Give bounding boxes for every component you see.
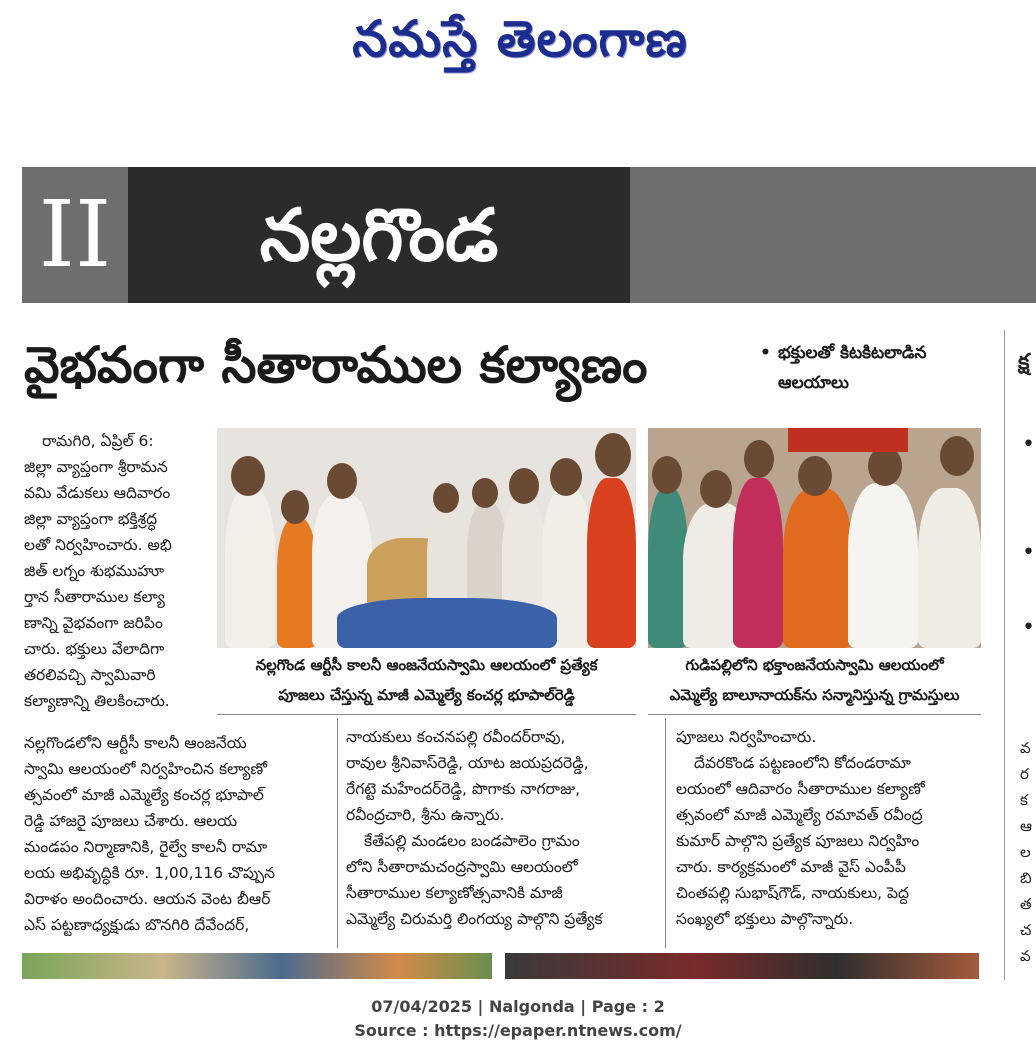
article-column-1: రామగిరి, ఏప్రిల్ 6: జిల్లా వ్యాప్తంగా శ్రీరామన వమి వేడుకలు ఆదివారం జిల్లా వ్యాప్తంగా భక్తిశ్రద్ధ లతో నిర్వహించారు. అభి జిత్ లగ్నం శుభముహూ ర్తాన సీతారాముల కల్యా ణాన్ని వైభవంగా జరిపిం చారు. భక్తులు వేలాదిగా తరలివచ్చి స్వామివారి కల్యాణాన్ని తిలకించారు.	[24, 432, 172, 710]
photo-caption-1: నల్లగొండ ఆర్టీసీ కాలనీ ఆంజనేయస్వామి ఆలయంలో ప్రత్యేక పూజలు చేస్తున్న మాజీ ఎమ్మెల్యే కంచర్ల భూపాల్‌రెడ్డి	[255, 656, 598, 704]
article-headline: వైభవంగా సీతారాముల కల్యాణం	[24, 336, 648, 394]
cropped-photo-strip	[505, 953, 979, 979]
article-column-4: పూజలు నిర్వహించారు. దేవరకొండ పట్టణంలోని కోదండరామా లయంలో ఆదివారం సీతారాముల కల్యాణో త్సవంలో మాజీ ఎమ్మెల్యే రమావత్ రవీంద్ర కుమార్ పాల్గొని ప్రత్యేక పూజలు నిర్వహిం చారు. కార్యక్రమంలో మాజీ వైస్ ఎంపీపీ చింతపల్లి సుభాష్‌గౌడ్, నాయకులు, పెద్ద సంఖ్యలో భక్తులు పాల్గొన్నారు.	[676, 728, 925, 928]
section-number: II	[38, 181, 112, 288]
column-divider	[337, 718, 338, 948]
footer-date-line: 07/04/2025 | Nalgonda | Page : 2	[371, 997, 665, 1016]
bullet-icon: •	[760, 343, 771, 363]
column-divider	[665, 718, 666, 948]
cropped-photo-strip	[22, 953, 492, 979]
section-title: నల్లగొండ	[259, 193, 499, 277]
subhead-line: ఆలయాలు	[778, 373, 849, 393]
next-article-text: వ ర క ఆ ల బి త చ వ	[1020, 739, 1032, 965]
article-photo-2	[648, 428, 981, 648]
next-article-bullet: •	[1022, 615, 1035, 640]
next-article-bullet: •	[1022, 540, 1035, 565]
caption-divider	[648, 714, 981, 715]
next-article-bullet: •	[1022, 432, 1035, 457]
photo-caption-2: గుడిపల్లిలోని భక్తాంజనేయస్వామి ఆలయంలో ఎమ్మెల్యే బాలూనాయక్‌ను సన్మానిస్తున్న గ్రామస్తులు	[669, 656, 960, 704]
section-title-box	[128, 167, 630, 303]
article-column-2: నల్లగొండలోని ఆర్టీసీ కాలనీ ఆంజనేయ స్వామి ఆలయంలో నిర్వహించిన కల్యాణో త్సవంలో మాజీ ఎమ్మెల్యే కంచర్ల భూపాల్ రెడ్డి హాజరై పూజలు చేశారు. ఆలయ మండపం నిర్మాణానికి, రైల్వే కాలనీ రామా లయ అభివృద్ధికి రూ. 1,00,116 చొప్పున విరాళం అందించారు. ఆయన వెంట బీఆర్ ఎస్ పట్టణాధ్యక్షుడు బొనగిరి దేవేందర్,	[24, 734, 276, 934]
next-article-headline-fragment: క్ష	[1018, 350, 1030, 375]
subhead-line: భక్తులతో కిటకిటలాడిన	[778, 343, 927, 363]
masthead	[0, 0, 1036, 80]
newspaper-logo: నమస్తే తెలంగాణ	[352, 10, 688, 68]
caption-divider	[217, 714, 636, 715]
column-divider	[1004, 330, 1005, 980]
article-photo-1	[217, 428, 636, 648]
section-number-box	[22, 167, 128, 303]
footer-source-line: Source : https://epaper.ntnews.com/	[354, 1021, 682, 1040]
article-column-3: నాయకులు కంచనపల్లి రవీందర్‌రావు, రావుల శ్రీనివాస్‌రెడ్డి, యాట జయప్రదరెడ్డి, రేగట్టె మహేందర్‌రెడ్డి, పొగాకు నాగరాజు, రవీంద్రచారి, శ్రీను ఉన్నారు. కేతేపల్లి మండలం బండపాలెం గ్రామం లోని సీతారామచంద్రస్వామి ఆలయంలో సీతారాముల కల్యాణోత్సవానికి మాజీ ఎమ్మెల్యే చిరుమర్తి లింగయ్య పాల్గొని ప్రత్యేక	[346, 728, 603, 928]
article-subhead	[760, 338, 990, 398]
